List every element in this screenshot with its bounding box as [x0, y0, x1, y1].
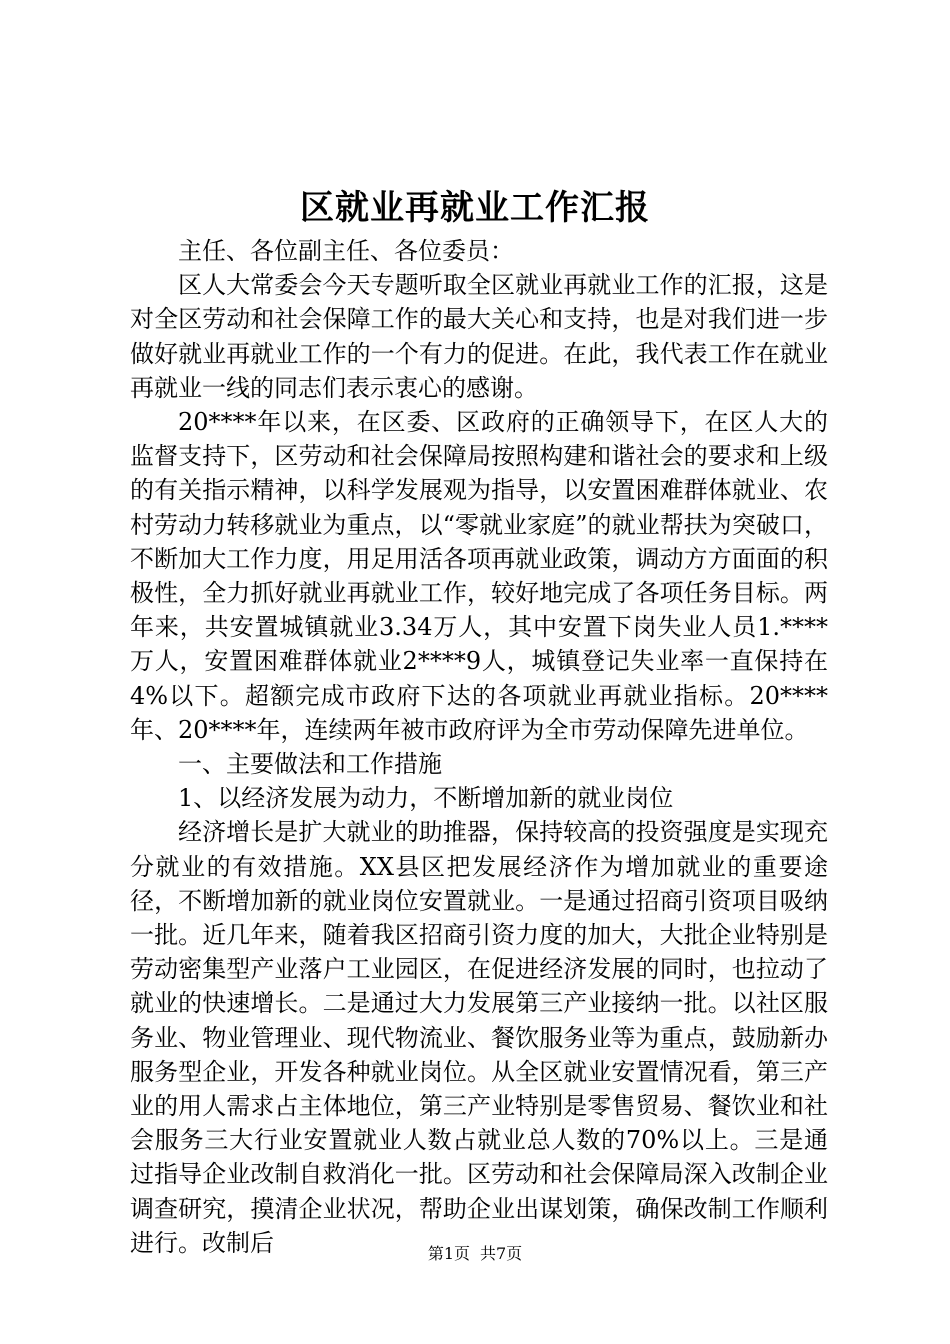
page-number: 第1页: [427, 1244, 470, 1263]
subsection-heading: 1、以经济发展为动力，不断增加新的就业岗位: [178, 784, 674, 813]
body-paragraph: 20****年以来，在区委、区政府的正确领导下，在区人大的监督支持下，区劳动和社会保障局按照构建和谐社会的要求和上级的有关指示精神，以科学发展观为指导，以安置困难群体就业、农村劳动力转移就业为重点，以“零就业家庭”的就业帮扶为突破口，不断加大工作力度，用足用活各项再就业政策，调动方方面面的积极性，全力抓好就业再就业工作，较好地完成了各项任务目标。两年来，共安置城镇就业3.34万人，其中安置下岗失业人员1.****万人，安置困难群体就业2****9人，城镇登记失业率一直保持在4%以下。超额完成市政府下达的各项就业再就业指标。20****年、20****年，连续两年被市政府评为全市劳动保障先进单位。: [130, 408, 828, 744]
document-body: [130, 234, 828, 1260]
document-title: 区就业再就业工作汇报: [300, 188, 650, 228]
body-paragraph: 经济增长是扩大就业的助推器，保持较高的投资强度是实现充分就业的有效措施。XX县区把发展经济作为增加就业的重要途径，不断增加新的就业岗位安置就业。一是通过招商引资项目吸纳一批。近几年来，随着我区招商引资力度的加大，大批企业特别是劳动密集型产业落户工业园区，在促进经济发展的同时，也拉动了就业的快速增长。二是通过大力发展第三产业接纳一批。以社区服务业、物业管理业、现代物流业、餐饮服务业等为重点，鼓励新办服务型企业，开发各种就业岗位。从全区就业安置情况看，第三产业的用人需求占主体地位，第三产业特别是零售贸易、餐饮业和社会服务三大行业安置就业人数占就业总人数的70%以上。三是通过指导企业改制自救消化一批。区劳动和社会保障局深入改制企业调查研究，摸清企业状况，帮助企业出谋划策，确保改制工作顺利进行。改制后: [130, 818, 828, 1257]
page-footer: [0, 1242, 950, 1266]
page-total: 共7页: [480, 1244, 523, 1263]
body-paragraph: 区人大常委会今天专题听取全区就业再就业工作的汇报，这是对全区劳动和社会保障工作的最大关心和支持，也是对我们进一步做好就业再就业工作的一个有力的促进。在此，我代表工作在就业再就业一线的同志们表示衷心的感谢。: [130, 271, 828, 402]
section-heading: 一、主要做法和工作措施: [178, 750, 442, 779]
salutation-paragraph: 主任、各位副主任、各位委员：: [178, 237, 514, 265]
